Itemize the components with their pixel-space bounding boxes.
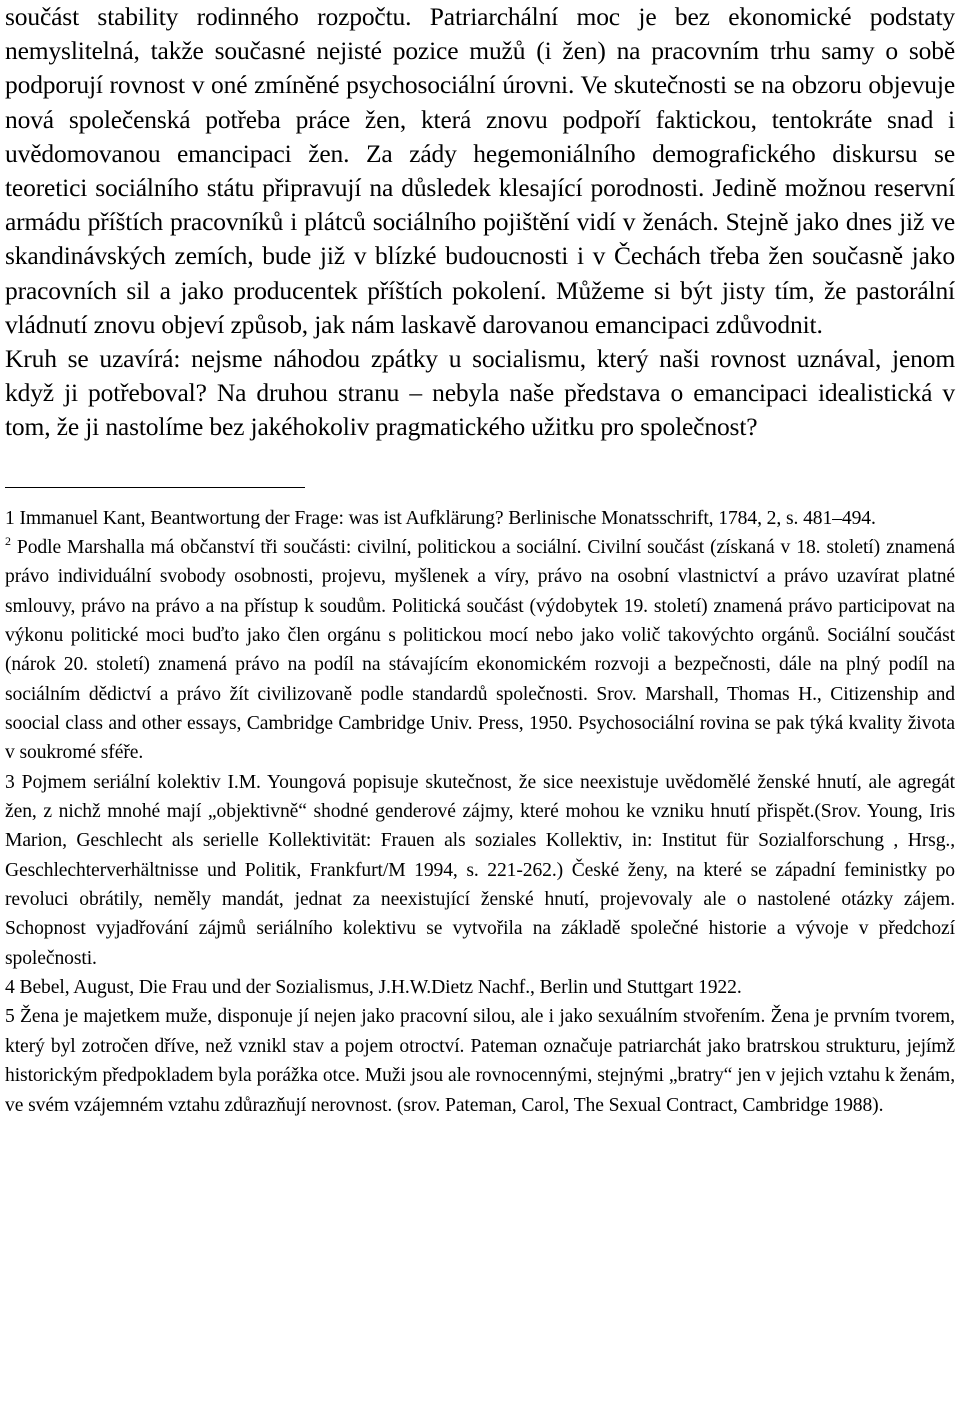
footnote-3 — [5, 768, 955, 973]
footnote-separator — [5, 487, 305, 488]
body-paragraph-1: součást stability rodinného rozpočtu. Patriarchální moc je bez ekonomické podstaty nemyslitelná, takže současné nejisté pozice mužů (i žen) na pracovním trhu samy o sobě podporují rovnost v oné zmíněné psychosociální úrovni. Ve skutečnosti se na obzoru objevuje nová společenská potřeba práce žen, která znovu podpoří faktickou, tentokráte snad i uvědomovanou emancipaci žen. Za zády hegemoniálního demografického diskursu se teoretici sociálního státu připravují na důsledek klesající porodnosti. Jedině možnou reservní armádu příštích pracovníků i plátců sociálního pojištění vidí v ženách. Stejně jako dnes již ve skandinávských zemích, bude již v blízké budoucnosti i v Čechách třeba žen současně jako pracovních sil a jako producentek příštích pokolení. Můžeme si být jisty tím, že pastorální vládnutí znovu objeví způsob, jak nám laskavě darovanou emancipaci zdůvodnit. — [5, 2, 955, 339]
footnote-5-text: 5 Žena je majetkem muže, disponuje jí nejen jako pracovní silou, ale i jako sexuálním stvořením. Žena je prvním tvorem, který byl zotročen dříve, než vznikl stav a pojem otroctví. Pateman označuje patriarchát jako bratrskou strukturu, jejímž historickým předpokladem byla porážka otce. Muži jsou ale rovnocennými, stejnými „bratry“ jen v jejich vztahu k ženám, ve svém vzájemném vztahu zdůrazňují nerovnost. (srov. Pateman, Carol, The Sexual Contract, Cambridge 1988). — [5, 1006, 955, 1116]
footnote-4 — [5, 973, 955, 1002]
footnote-1-text: 1 Immanuel Kant, Beantwortung der Frage: was ist Aufklärung? Berlinische Monatsschrift, 1784, 2, s. 481–494. — [5, 507, 876, 529]
footnote-5 — [5, 1002, 955, 1119]
footnote-1 — [5, 504, 955, 533]
footnote-3-text: 3 Pojmem seriální kolektiv I.M. Youngová popisuje skutečnost, že sice neexistuje uvědomělé ženské hnutí, ale agregát žen, z nichž mnohé mají „objektivně“ shodné genderové zájmy, které mohou ke vzniku hnutí přispět.(Srov. Young, Iris Marion, Geschlecht als serielle Kollektivität: Frauen als soziales Kollektiv, in: Institut für Sozialforschung , Hrsg., Geschlechterverhältnisse und Politik, Frankfurt/M 1994, s. 221-262.) České ženy, na které se západní feministky po revoluci obrátily, neměly mandát, jednat za neexistující ženské hnutí, projevovaly ale o nastolené otázky zájem. Schopnost vyjadřování zájmů seriálního kolektivu se vytvořila na základě společné historie a vývoje v předchozí společnosti. — [5, 771, 955, 969]
footnote-2-marker: 2 — [5, 533, 11, 548]
footnote-2 — [5, 533, 955, 768]
footnote-4-text: 4 Bebel, August, Die Frau und der Sozialismus, J.H.W.Dietz Nachf., Berlin und Stuttgart 1922. — [5, 977, 742, 999]
body-paragraph-2: Kruh se uzavírá: nejsme náhodou zpátky u socialismu, který naši rovnost uznával, jenom když ji potřeboval? Na druhou stranu – nebyla naše představa o emancipaci idealistická v tom, že ji nastolíme bez jakéhokoliv pragmatického užitku pro společnost? — [5, 344, 955, 442]
document-page — [5, 0, 955, 1120]
footnotes — [5, 504, 955, 1120]
footnote-2-text: Podle Marshalla má občanství tři součásti: civilní, politickou a sociální. Civilní součást (získaná v 18. století) znamená právo individuální svobody osobnosti, projevu, myšlenek a víry, právo na osobní vlastnictví a právo uzavírat platné smlouvy, právo na právo a na přístup k soudům. Politická součást (výdobytek 19. století) znamená právo participovat na výkonu politické moci buďto jako člen orgánu s politickou mocí nebo jako volič takovýchto orgánů. Sociální součást (nárok 20. století) znamená právo na podíl na stávajícím ekonomickém rozvoji a bezpečnosti, dále na plný podíl na sociálním dědictví a právo žít civilizovaně podle standardů společnosti. Srov. Marshall, Thomas H., Citizenship and soocial class and other essays, Cambridge Cambridge Univ. Press, 1950. Psychosociální rovina se pak týká kvality života v soukromé sféře. — [5, 536, 955, 764]
